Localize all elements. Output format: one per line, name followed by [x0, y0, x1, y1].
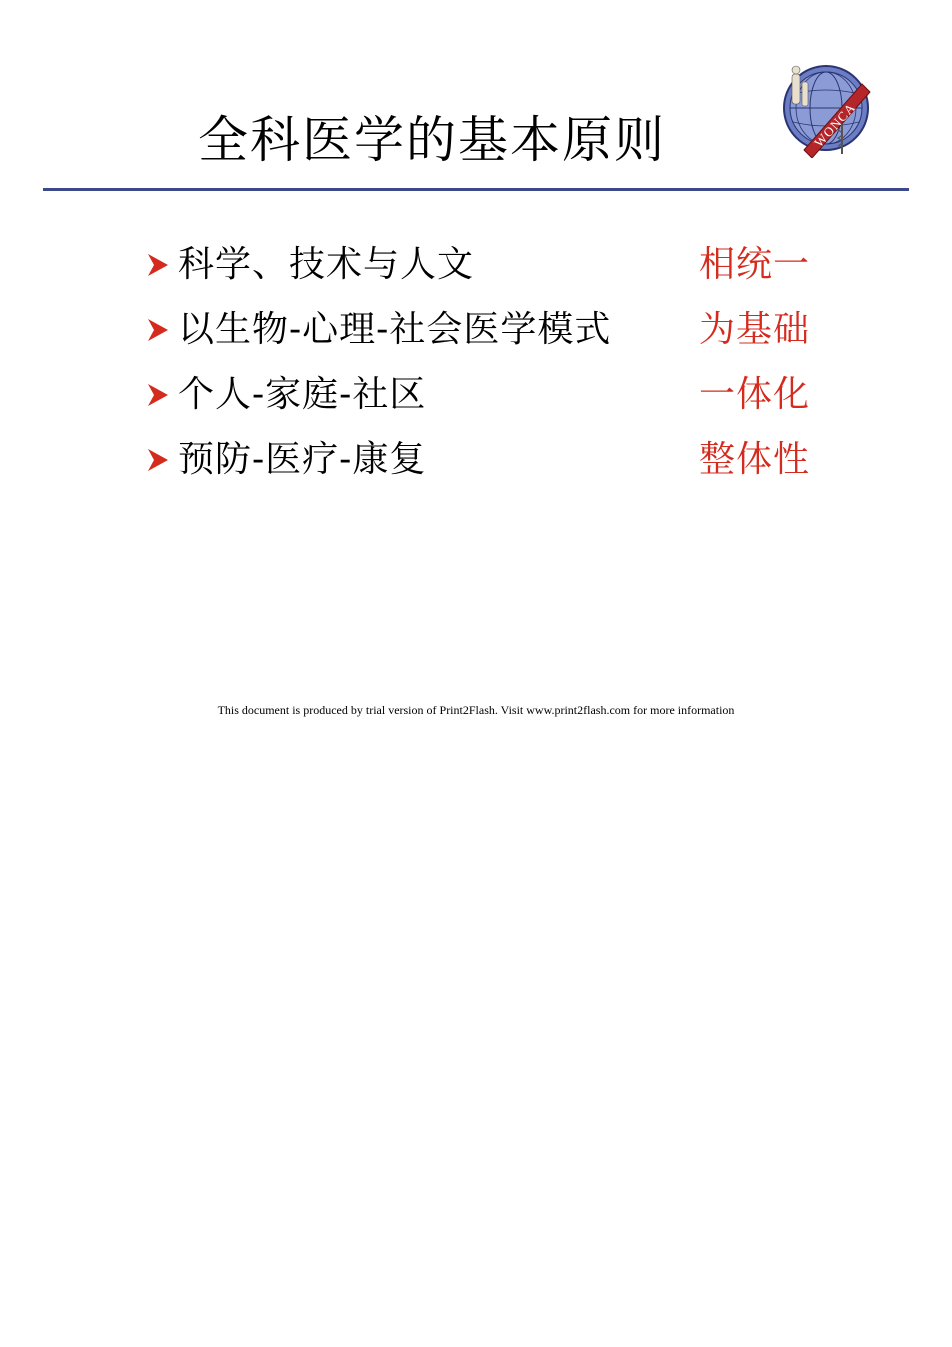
title-divider	[43, 188, 909, 191]
wonca-logo-icon	[778, 54, 874, 158]
arrow-bullet-icon	[146, 447, 170, 473]
list-item-result: 整体性	[698, 439, 810, 480]
list-item-result: 为基础	[698, 309, 810, 350]
arrow-bullet-icon	[146, 317, 170, 343]
list-item	[146, 370, 816, 420]
list-item-result: 一体化	[698, 374, 810, 415]
list-item	[146, 305, 816, 355]
arrow-bullet-icon	[146, 252, 170, 278]
arrow-bullet-icon	[146, 382, 170, 408]
list-item-text: 科学、技术与人文	[178, 244, 475, 285]
trial-notice: This document is produced by trial version of Print2Flash. Visit www.print2flash.com for more information	[217, 703, 735, 717]
list-item	[146, 240, 816, 290]
list-item-result: 相统一	[698, 244, 810, 285]
list-item	[146, 435, 816, 485]
list-item-text: 预防-医疗-康复	[178, 439, 427, 480]
logo-text: WONCA	[811, 99, 859, 151]
list-item-text: 个人-家庭-社区	[178, 374, 427, 415]
list-item-text: 以生物-心理-社会医学模式	[178, 309, 612, 350]
slide-title: 全科医学的基本原则	[198, 111, 666, 169]
